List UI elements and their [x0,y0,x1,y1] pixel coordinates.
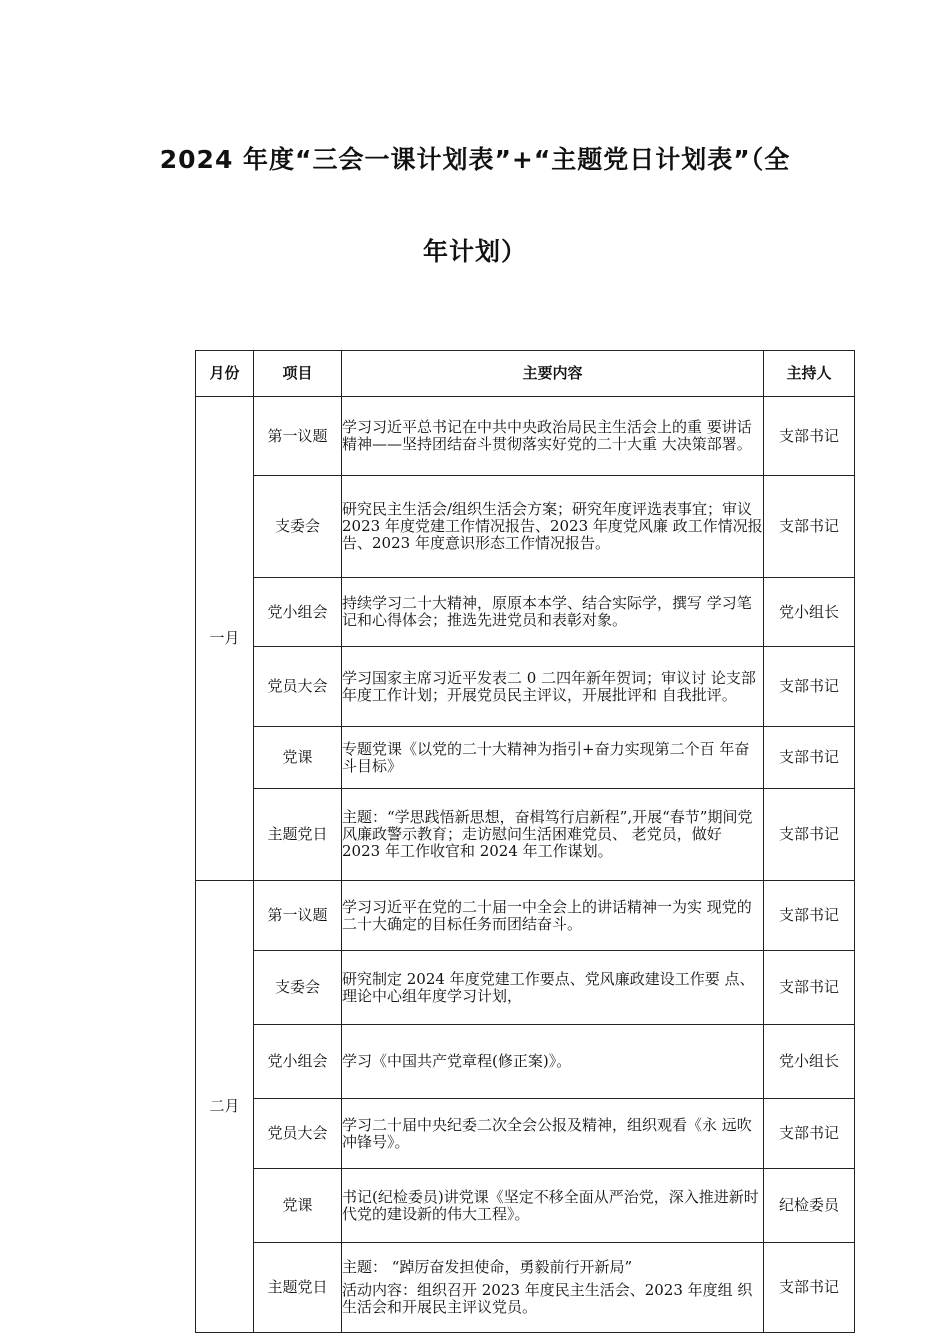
table-row [196,789,855,881]
item-cell: 主题党日 [254,789,342,881]
item-cell: 党员大会 [254,1099,342,1169]
table-row [196,727,855,789]
host-cell: 支部书记 [764,1099,855,1169]
document-title-line-2: 年计划） [422,237,527,266]
table-row [196,476,855,578]
host-cell: 支部书记 [764,881,855,951]
content-cell: 学习《中国共产党章程(修正案)》。 [342,1025,764,1099]
document-title-line-1: 2024 年度“三会一课计划表”+“主题党日计划表”（全 [159,145,791,174]
host-cell: 支部书记 [764,647,855,727]
content-cell: 学习习近平总书记在中共中央政治局民主生活会上的重 要讲话精神——坚持团结奋斗贯彻落实好党的二十大重 大决策部署。 [342,397,764,476]
table-row [196,1025,855,1099]
table-row [196,881,855,951]
item-cell: 主题党日 [254,1243,342,1333]
item-cell: 党小组会 [254,578,342,647]
content-cell: 书记(纪检委员)讲党课《坚定不移全面从严治党，深入推进新时代党的建设新的伟大工程》。 [342,1169,764,1243]
host-cell: 支部书记 [764,397,855,476]
header-content: 主要内容 [342,351,764,397]
plan-table [195,350,855,1333]
content-cell: 学习习近平在党的二十届一中全会上的讲话精神一为实 现党的二十大确定的目标任务而团结奋斗。 [342,881,764,951]
content-theme-line: 主题： “踔厉奋发担使命，勇毅前行开新局” [342,1258,633,1276]
host-cell: 党小组长 [764,578,855,647]
table-row [196,1243,855,1333]
table-header-row [196,351,855,397]
content-activity-line: 活动内容：组织召开 2023 年度民主生活会、2023 年度组 织生活会和开展民主评议党员。 [342,1281,753,1316]
month-cell: 一月 [196,397,254,881]
content-cell: 专题党课《以党的二十大精神为指引+奋力实现第二个百 年奋斗目标》 [342,727,764,789]
item-cell: 党课 [254,1169,342,1243]
host-cell: 支部书记 [764,727,855,789]
host-cell: 党小组长 [764,1025,855,1099]
header-item: 项目 [254,351,342,397]
table-row [196,951,855,1025]
item-cell: 党小组会 [254,1025,342,1099]
item-cell: 党课 [254,727,342,789]
item-cell: 支委会 [254,476,342,578]
header-host: 主持人 [764,351,855,397]
header-month: 月份 [196,351,254,397]
content-cell: 主题：“学思践悟新思想，奋楫笃行启新程”,开展“春节”期间党风廉政警示教育；走访慰问生活困难党员、 老党员，做好 2023 年工作收官和 2024 年工作谋划。 [342,789,764,881]
content-cell: 持续学习二十大精神，原原本本学、结合实际学，撰写 学习笔记和心得体会；推选先进党员和表彰对象。 [342,578,764,647]
month-cell: 二月 [196,881,254,1333]
host-cell: 支部书记 [764,476,855,578]
item-cell: 党员大会 [254,647,342,727]
host-cell: 支部书记 [764,951,855,1025]
table-row [196,578,855,647]
host-cell: 支部书记 [764,1243,855,1333]
item-cell: 第一议题 [254,881,342,951]
content-cell: 研究民主生活会/组织生活会方案；研究年度评选表事宜；审议 2023 年度党建工作情况报告、2023 年度党风廉 政工作情况报告、2023 年度意识形态工作情况报告。 [342,476,764,578]
table-row [196,1099,855,1169]
host-cell: 支部书记 [764,789,855,881]
content-cell: 学习二十届中央纪委二次全会公报及精神，组织观看《永 远吹冲锋号》。 [342,1099,764,1169]
item-cell: 第一议题 [254,397,342,476]
content-cell: 研究制定 2024 年度党建工作要点、党风廉政建设工作要 点、理论中心组年度学习计划， [342,951,764,1025]
content-cell [342,1243,764,1333]
table-row [196,1169,855,1243]
table-row [196,647,855,727]
table-row [196,397,855,476]
item-cell: 支委会 [254,951,342,1025]
host-cell: 纪检委员 [764,1169,855,1243]
content-cell: 学习国家主席习近平发表二 0 二四年新年贺词；审议讨 论支部年度工作计划；开展党员民主评议，开展批评和 自我批评。 [342,647,764,727]
